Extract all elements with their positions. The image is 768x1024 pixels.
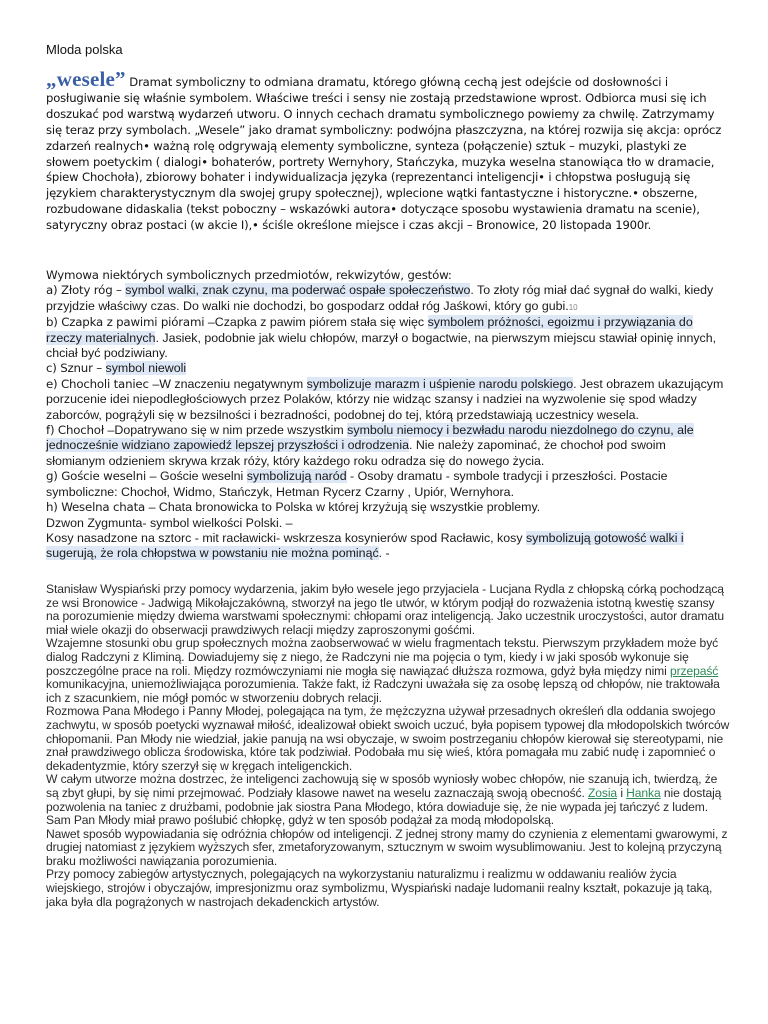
item-label: f) Chochoł bbox=[46, 423, 108, 438]
symbols-list bbox=[46, 268, 726, 562]
highlight: symbol walki, znak czynu, ma poderwać ospałe społeczeństwo bbox=[125, 283, 471, 298]
item-label: h) Weselna chata bbox=[46, 500, 149, 515]
list-item-chochol: f) Chochoł –Dopatrywano się w nim przede wszystkim symbolu niemocy i bezwładu narodu niezdolnego do czynu, ale jednocześnie widziano zapowiedź lepszej przyszłości i odrodzenia. Nie należy zapominać, że chochoł pod swoim słomianym odzieniem skrywa krzak róży, który każdego roku odradza się do nowego życia. bbox=[46, 423, 694, 468]
highlight: symbolem próżności, egoizmu i przywiązania do rzeczy materialnych bbox=[46, 315, 693, 345]
list-item-goscie-weselni: g) Goście weselni – Goście weselni symbolizują naród - Osoby dramatu - symbole tradycji i przeszłości. Postacie symboliczne: Chochoł, Widmo, Stańczyk, Hetman Rycerz Czarny , Upiór, Wernyhora. bbox=[46, 469, 668, 499]
intro-paragraph bbox=[46, 67, 726, 234]
essay-paragraph-3: Rozmowa Pana Młodego i Panny Młodej, polegająca na tym, że mężczyzna używał przesadnych określeń dla oddania swojego zachwytu, w sposób poetycki wyznawał miłość, idealizował obiekt swoich uczuć, była popisem typowej dla młodopolskich twórców chłopomanii. Pan Młody nie wiedział, jakie panują na wsi obyczaje, w swoim postrzeganiu chłopów kierował się stereotypami, nie znał prawdziwego oblicza środowiska, które tak podziwiał. Podobała mu się wieś, która pomagała mu zabić nudę i zapomnieć o dekadentyzmie, który szerzył się w kręgach inteligenckich. bbox=[46, 704, 730, 773]
link-zosia[interactable]: Zosia bbox=[587, 785, 618, 800]
highlight: symbolizują gotowość walki i sugerują, że rola chłopstwa w powstaniu nie można pominąć bbox=[46, 530, 684, 561]
highlight: symbolu niemocy i bezwładu narodu niezdolnego do czynu, ale jednocześnie widziano zapowiedź lepszej przyszłości i odrodzenia bbox=[46, 423, 694, 453]
list-item-czapka: b) Czapka z pawimi piórami –Czapka z pawim piórem stała się więc symbolem próżności, egoizmu i przywiązania do rzeczy materialnych. Jasiek, podobnie jak wielu chłopów, marzył o bogactwie, na pierwszym miejscu stawiał opinię innych, chciał być podziwiany. bbox=[46, 315, 717, 361]
intro-text: Dramat symboliczny to odmiana dramatu, którego główną cechą jest odejście od dosłowności i posługiwanie się właśnie symbolem. Właściwe treści i sensy nie zostają przedstawione wprost. Odbiorca musi się ich doszukać pod warstwą wydarzeń utworu. O innych cechach dramatu symbolicznego powiemy za chwilę. Zatrzymamy się teraz przy symbolach. „Wesele” jako dramat symboliczny: podwójna płaszczyzna, na której rozwija się akcja: oprócz zdarzeń realnych• ważną rolę odgrywają elementy symboliczne, synteza (połączenie) sztuk – muzyki, plastyki ze słowem poetyckim ( dialogi• bohaterów, portrety Wernyhory, Stańczyka, muzyka weselna stanowiąca tło w dramacie, śpiew Chochoła), zbiorowy bohater i indywidualizacja języka (reprezentanci inteligencji• i chłopstwa posługują się językiem charakterystycznym dla swojej grupy społecznej), wplecione wątki fantastyczne i historyczne.• obszerne, rozbudowane didaskalia (tekst poboczny – wskazówki autora• dotyczące sposobu wystawienia dramatu na scenie), satyryczny obraz postaci (w akcie I),• ściśle określone miejsce i czas akcji – Bronowice, 20 listopada 1900r. bbox=[46, 75, 722, 233]
essay-section bbox=[46, 583, 730, 909]
symbols-intro: Wymowa niektórych symbolicznych przedmiotów, rekwizytów, gestów: bbox=[46, 268, 452, 282]
essay-paragraph-6: Przy pomocy zabiegów artystycznych, polegających na wykorzystaniu naturalizmu i realizmu w oddawaniu realiów życia wiejskiego, strojów i obyczajów, impresjonizmu oraz symbolizmu, Wyspiański nadaje ludomanii realny kształt, pokazuje ją taką, jaka była dla pogrążonych w nastrojach dekadenckich artystów. bbox=[46, 867, 713, 909]
link-przepasc[interactable]: przepaść bbox=[669, 663, 719, 678]
item-label: c) Sznur – bbox=[46, 361, 106, 376]
link-hanka[interactable]: Hanka bbox=[626, 785, 661, 800]
list-item-sznur bbox=[46, 361, 726, 376]
essay-paragraph-4: W całym utworze można dostrzec, że inteligenci zachowują się w sposób wyniosły wobec chłopów, nie szanują ich, twierdzą, że są zbyt głupi, by się nimi przejmować. Podziały klasowe nawet na weselu zaznaczają swoją obecność. Zosia i Hanka nie dostają pozwolenia na taniec z drużbami, podobnie jak siostra Pana Młodego, która dowiaduje się, że nie wypada jej tańczyć z ludem. Sam Pan Młody miał prawo poślubić chłopkę, gdyż w ten sposób podążał za modą młodopolską. bbox=[46, 772, 722, 828]
footnote-marker: 10 bbox=[568, 302, 578, 312]
item-label: g) Goście weselni bbox=[46, 469, 150, 484]
list-item-zloty-rog: a) Złoty róg – symbol walki, znak czynu, ma poderwać ospałe społeczeństwo. To złoty róg miał dać sygnał do walki, kiedy przyjdzie właściwy czas. Do walki nie dochodzi, bo gospodarz oddał róg Jaśkowi, który go gubi.10 bbox=[46, 283, 714, 313]
list-item-weselna-chata: h) Weselna chata – Chata bronowicka to Polska w której krzyżują się wszystkie problemy. bbox=[46, 500, 541, 515]
item-label: e) Chocholi taniec bbox=[46, 376, 153, 391]
list-item-kosy: Kosy nasadzone na sztorc - mit racławicki- wskrzesza kosynierów spod Racławic, kosy symbolizują gotowość walki i sugerują, że rola chłopstwa w powstaniu nie można pominąć. - bbox=[46, 530, 684, 561]
document-header: Mloda polska bbox=[46, 42, 123, 57]
essay-paragraph-5: Nawet sposób wypowiadania się odróżnia chłopów od inteligencji. Z jednej strony mamy do czynienia z elementami gwarowymi, z drugiej natomiast z językiem wyższych sfer, zmetaforyzowanym, sztucznym w swoim wysublimowaniu. Jest to kolejną przyczyną braku możliwości nawiązania porozumienia. bbox=[46, 826, 728, 868]
list-item-dzwon: Dzwon Zygmunta- symbol wielkości Polski. – bbox=[46, 515, 293, 530]
essay-paragraph-1: Stanisław Wyspiański przy pomocy wydarzenia, jakim było wesele jego przyjaciela - Lucjana Rydla z chłopską córką pochodzącą ze wsi Bronowice - Jadwigą Mikołajczakówną, stworzył na jego tle utwór, w którym podjął do rozważenia istotną kwestię szansy na porozumienie między dwiema warstwami społecznymi: chłopami oraz inteligencją. Jako uczestnik uroczystości, autor dramatu miał wiele okazji do obserwacji prawdziwych relacji między zaproszonymi gośćmi. bbox=[46, 582, 725, 637]
highlight: symbol niewoli bbox=[105, 361, 187, 376]
list-item-chocholi-taniec: e) Chocholi taniec –W znaczeniu negatywnym symbolizuje marazm i uśpienie narodu polskiego. Jest obrazem ukazującym porzucenie idei niepodległościowych przez Polaków, którzy nie widząc szansy i nadziei na wyzwolenie się spod władzy zaborców, pogrążyli się w bezsilności i bezradności, podobnej do tej, którą przedstawiają uczestnicy wesela. bbox=[46, 376, 724, 422]
highlight: symbolizują naród bbox=[246, 469, 347, 484]
item-label: a) Złoty róg – bbox=[46, 283, 126, 298]
essay-paragraph-2: Wzajemne stosunki obu grup społecznych można zaobserwować w wielu fragmentach tekstu. Pierwszym przykładem może być dialog Radczyni z Kliminą. Dowiadujemy się z niego, że Radczyni nie ma pojęcia o tym, kiedy i w jaki sposób wykonuje się poszczególne prace na roli. Między rozmówczyniami nie mogła się nawiązać dłuższa rozmowa, gdyż była między nimi przepaść komunikacyjna, uniemożliwiająca porozumienia. Także fakt, iż Radczyni uważała się za osobę lepszą od chłopów, nie traktowała ich z szacunkiem, nie mógł pomóc w stworzeniu dobrych relacji. bbox=[46, 636, 720, 705]
page-title: „wesele” bbox=[46, 67, 126, 91]
highlight: symbolizuje marazm i uśpienie narodu polskiego bbox=[306, 376, 574, 391]
item-label: b) Czapka z pawimi piórami bbox=[46, 315, 208, 330]
